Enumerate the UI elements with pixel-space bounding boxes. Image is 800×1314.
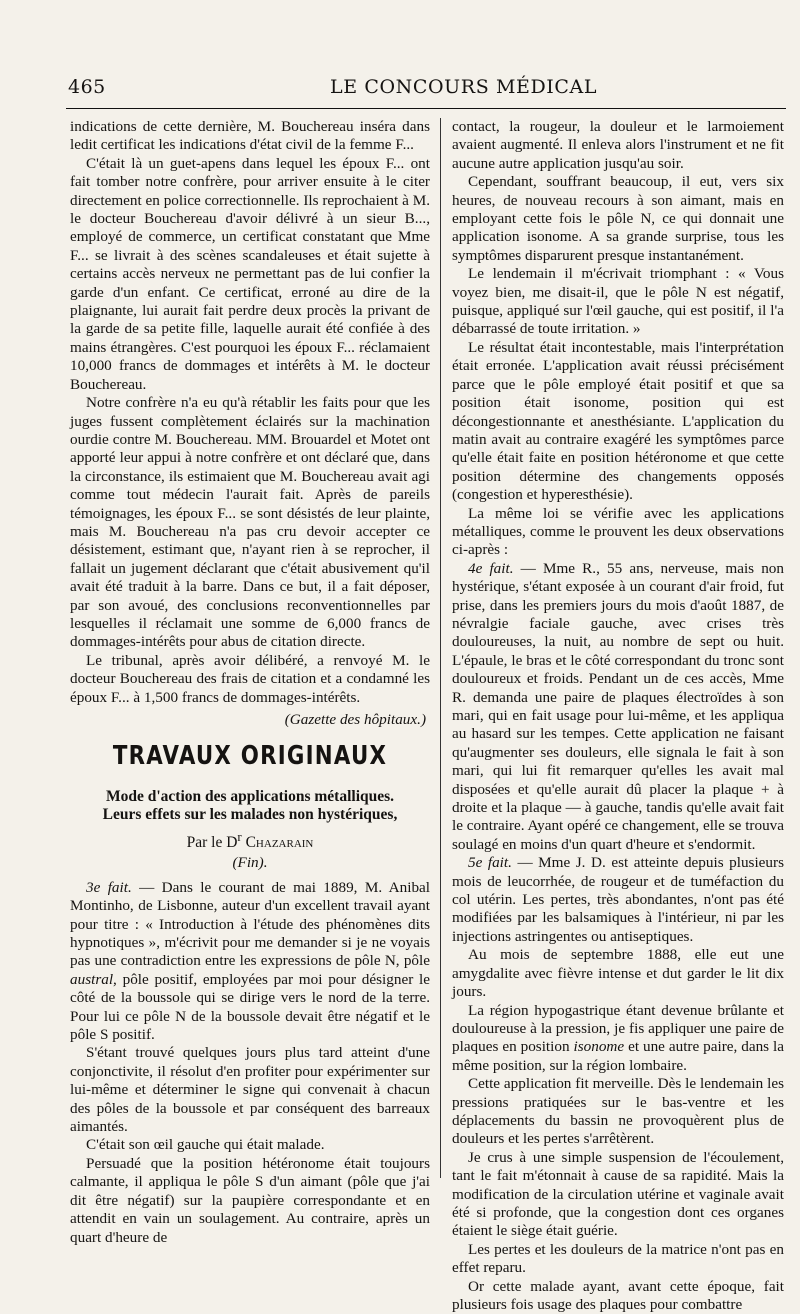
paragraph: Au mois de septembre 1888, elle eut une amygdalite avec fièvre intense et dut garder le lit dix jours. [452,946,784,1001]
paragraph-text: La région hypogastrique étant devenue brûlante et douloureuse à la pression, je fis appliquer une paire de plaques en position [452,1001,784,1056]
paragraph: Notre confrère n'a eu qu'à rétablir les faits pour que les juges fussent complètement éclairés sur la machination ourdie contre M. Bouchereau. MM. Brouardel et Motet ont apporté leur appui à notre confrère et ont déclaré que, dans la circonstance, ils estimaient que M. Bouchereau avait agi comme tout médecin l'aurait fait. Après de pareils témoignages, les époux F... se sont désistés de leur plainte, mais M. Bouchereau n'a pas cru devoir accepter ce désistement, estimant que, n'ayant rien à se reprocher, il fallait un jugement déclarant que c'était abusivement qu'il avait été traduit à la barre. Dans ce but, il a fait déposer, par son avoué, des conclusions reconventionnelles par lesquelles il réclamait une somme de 6,000 francs de dommages-intérêts pour abus de citation directe. [70,394,430,651]
source-citation: (Gazette des hôpitaux.) [284,711,426,728]
paragraph: Les pertes et les douleurs de la matrice n'ont pas en effet reparu. [452,1240,784,1277]
paragraph-text: — Mme R., 55 ans, nerveuse, mais non hystérique, s'étant exposée à un courant d'air froid, fut prise, dans les premiers jours du mois d'août 1887, de névralgie faciale gauche, avec crises très douloureuses, la nuit, au nombre de sept ou huit. L'épaule, le bras et le côté correspondant du tronc sont douloureux et froids. Pendant un de ces accès, Mme R. demanda une paire de plaques électroïdes à son mari, qui en fait usage pour lui-même, et les appliqua au hasard sur les tempes. Cette application ne faisant qu'augmenter ses douleurs, elle signala le fait à son mari, qui lui fit remarquer qu'elles les avait mal disposées et qu'elle aurait dû placer la plaque + à droite et la plaque — à gauche, tandis qu'elle avait fait le contraire. Ayant opéré ce changement, elle se trouva soulagé en moins d'un quart d'heure et s'endormit. [452,559,784,853]
paragraph: Cette application fit merveille. Dès le lendemain les pressions pratiquées sur le bas-ventre et les déplacements du bassin ne provoquèrent plus de douleurs et les pertes s'arrêtèrent. [452,1075,784,1148]
case-label: 4e fait. [468,559,514,577]
running-title: LE CONCOURS MÉDICAL [330,76,598,98]
column-divider [440,118,441,1178]
paragraph: Je crus à une simple suspension de l'écoulement, tant le fait m'étonnait à cause de sa rapidité. Mais la modification de la circulation utérine et vaginale avait été si profonde, que la congestion dont ces organes étaient le siège était guérie. [452,1148,784,1240]
paragraph: contact, la rougeur, la douleur et le larmoiement avaient augmenté. Il enleva alors l'instrument et ne fit aucune autre application jusqu'au soir. [452,118,784,172]
paragraph: La même loi se vérifie avec les applications métalliques, comme le prouvent les deux observations ci-après : [452,504,784,559]
paragraph: Persuadé que la position hétéronome était toujours calmante, il appliqua le pôle S d'un aimant (pôle que j'ai dit être négatif) sur la paupière correspondante et en attendit en vain un soulagement. Au contraire, après un quart d'heure de [70,1154,430,1246]
paragraph [70,879,430,1045]
paragraph: C'était son œil gauche qui était malade. [86,1136,325,1154]
page-number: 465 [68,76,106,98]
paragraph-text: — Mme J. D. est atteinte depuis plusieurs mois de leucorrhée, de rougeur et de tuméfaction du col utérin. Les pertes, très abondantes, n'ont pas été modifiées par les balsamiques à l'intérieur, ni par les injections astringentes ou antiseptiques. [452,854,784,945]
paragraph: S'étant trouvé quelques jours plus tard atteint d'une conjonctivite, il résolut d'en profiter pour expérimenter sur lui-même et déterminer le signe qui convenait à chacun des pôles de la boussole et par conséquent des barreaux aimantés. [70,1044,430,1136]
paragraph: Le lendemain il m'écrivait triomphant : « Vous voyez bien, me disait-il, que le pôle N est négatif, puisque, appliqué sur l'œil gauche, qui est positif, il l'a débarrassé de toute irritation. » [452,265,784,338]
fin-note: (Fin). [232,854,268,872]
paragraph [452,1002,784,1076]
paragraph: Or cette malade ayant, avant cette époque, fait plusieurs fois usage des plaques pour combattre [452,1277,784,1313]
italic-term: austral [70,970,114,988]
paragraph: Cependant, souffrant beaucoup, il eut, vers six heures, de nouveau recours à son aimant, mais en employant cette fois le pôle N, ce qui donnait une application isonome. A sa grande surprise, tous les symptômes disparurent presque instantanément. [452,173,784,264]
author-name: Chazarain [245,833,314,851]
byline [70,828,430,853]
section-title: TRAVAUX ORIGINAUX [112,741,388,772]
left-column [70,118,430,1247]
italic-term: isonome [573,1038,625,1056]
article-title-line: Leurs effets sur les malades non hystériques, [102,805,398,823]
right-column [452,118,784,1314]
paragraph [452,854,784,946]
article-title-line: Mode d'action des applications métalliques. [105,787,395,805]
paragraph: C'était là un guet-apens dans lequel les époux F... ont fait tomber notre confrère, pour arriver ensuite à le citer directement en police correctionnelle. Ils reprochaient à M. le docteur Bouchereau d'avoir délivré à un sieur B..., employé de commerce, un certificat constatant que Mme F... se livrait à des scènes scandaleuses et était sujette à certains accès nerveux ne permettant pas de lui confier la garde d'un enfant. Ce certificat, erroné au dire de la plaignante, lui aurait fait perdre deux procès la privant de la garde de sa petite fille, laquelle aurait été confiée à des mains étrangères. C'est pourquoi les époux F... réclamaient 10,000 francs de dommages et intérêts à M. le docteur Bouchereau. [70,154,430,393]
case-label: 3e fait. [86,878,132,896]
byline-prefix: Par le D [186,833,238,851]
paragraph: Le tribunal, après avoir délibéré, a renvoyé M. le docteur Bouchereau des frais de citation et a condamné les époux F... à 1,500 francs de dommages-intérêts. [70,651,430,706]
paragraph [452,560,784,855]
paragraph-text: et une autre paire, dans la même position, sur la région lombaire. [452,1038,784,1074]
paragraph-text: — Dans le courant de mai 1889, M. Anibal Montinho, de Lisbonne, auteur d'un excellent travail ayant pour titre : « Introduction à l'étude des phénomènes dits hypnotiques », m'écrivit pour me demander si je ne voyais pas une contradiction entre les expressions de pôle N, pôle [70,878,430,970]
article-title [70,788,430,824]
header-rule [66,108,786,109]
paragraph-text: , pôle positif, employées par moi pour désigner le côté de la boussole qui se dirige vers le nord de la terre. Pour lui ce pôle N de la boussole devait être négatif et le pôle S positif. [70,970,430,1044]
paragraph: indications de cette dernière, M. Bouchereau inséra dans ledit certificat les indications d'état civil de la femme F... [70,118,430,154]
byline-sup: r [237,828,242,844]
case-label: 5e fait. [468,854,512,872]
paragraph: Le résultat était incontestable, mais l'interprétation était erronée. L'application avait réussi précisément parce que le pôle employé était positif et que sa position était isonome, position qui est décongestionnante et anesthésiante. L'application du matin avait au contraire exagéré les symptômes parce qu'elle était faite en position hétéronome et que cette position détermine des changements opposés (congestion et hyperesthésie). [452,338,784,504]
